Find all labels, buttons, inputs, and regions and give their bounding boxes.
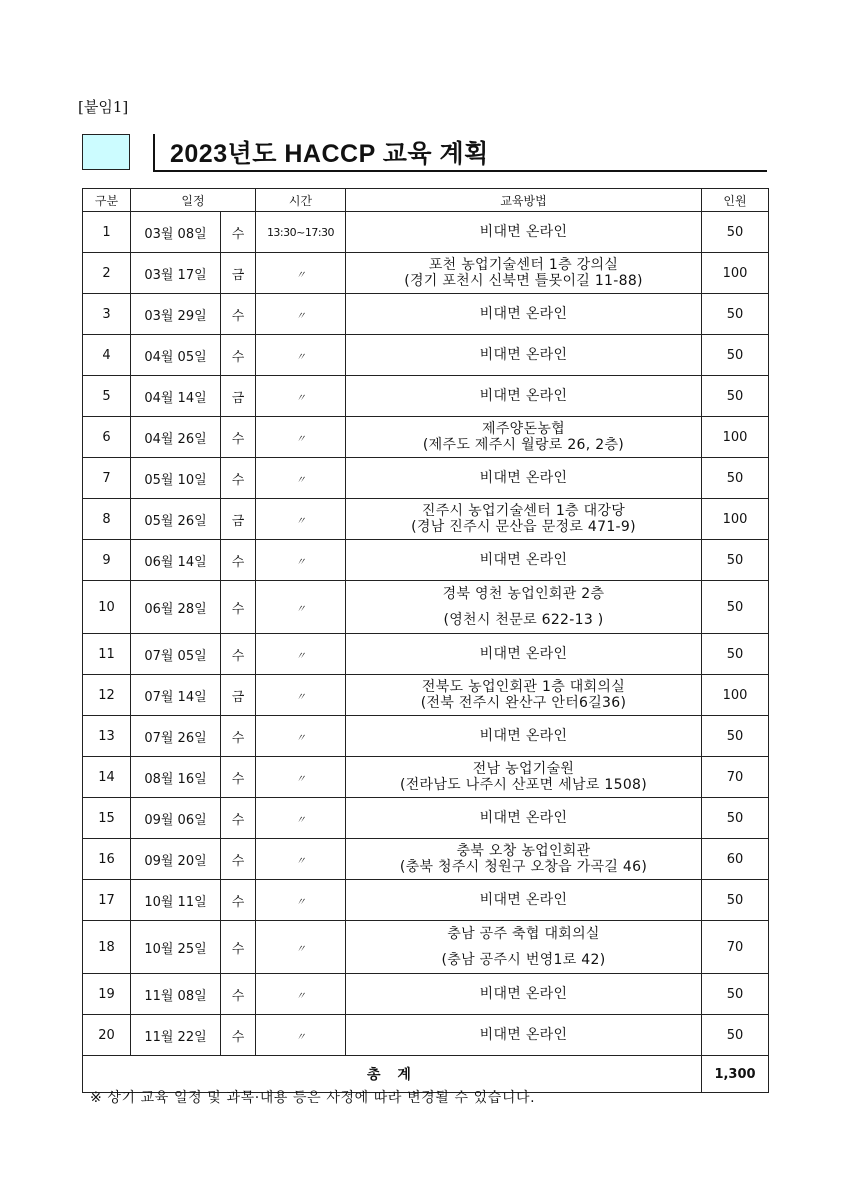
row-method: [346, 798, 702, 839]
row-method: [346, 581, 702, 634]
table-row: [83, 581, 769, 634]
row-method: [346, 675, 702, 716]
row-date: 09월 06일: [131, 798, 221, 839]
row-weekday: 금: [221, 253, 256, 294]
header-schedule: 일정: [131, 189, 256, 212]
method-address: (영천시 천문로 622-13 ): [443, 612, 604, 628]
table-row: [83, 974, 769, 1015]
method-address: (제주도 제주시 월랑로 26, 2층): [422, 437, 625, 453]
table-row: [83, 716, 769, 757]
table-row: [83, 294, 769, 335]
table-row: [83, 757, 769, 798]
header-people: 인원: [702, 189, 769, 212]
row-weekday: 수: [221, 581, 256, 634]
row-weekday: 수: [221, 757, 256, 798]
method-line: 충남 공주 축협 대회의실: [447, 926, 600, 942]
row-time: 〃: [256, 880, 346, 921]
row-date: 10월 11일: [131, 880, 221, 921]
method-line: 비대면 온라인: [479, 646, 568, 662]
row-method: [346, 212, 702, 253]
row-date: 11월 08일: [131, 974, 221, 1015]
row-people: 50: [702, 294, 769, 335]
row-number: 17: [83, 880, 131, 921]
row-method: [346, 880, 702, 921]
row-method: [346, 499, 702, 540]
row-method: [346, 1015, 702, 1056]
page-title: 2023년도 HACCP 교육 계획: [170, 140, 489, 168]
row-method: [346, 974, 702, 1015]
row-weekday: 수: [221, 294, 256, 335]
row-time: 〃: [256, 716, 346, 757]
method-address: (경기 포천시 신북면 틀못이길 11-88): [404, 273, 643, 289]
row-number: 10: [83, 581, 131, 634]
row-time: 〃: [256, 921, 346, 974]
row-time: 13:30~17:30: [256, 212, 346, 253]
row-people: 50: [702, 1015, 769, 1056]
row-date: 05월 10일: [131, 458, 221, 499]
table-header-row: [83, 189, 769, 212]
row-time: 〃: [256, 417, 346, 458]
row-date: 04월 05일: [131, 335, 221, 376]
method-address: (충남 공주시 번영1로 42): [441, 952, 606, 968]
row-weekday: 수: [221, 458, 256, 499]
row-number: 14: [83, 757, 131, 798]
row-number: 12: [83, 675, 131, 716]
row-people: 50: [702, 716, 769, 757]
method-line: 비대면 온라인: [479, 892, 568, 908]
row-people: 70: [702, 921, 769, 974]
row-number: 1: [83, 212, 131, 253]
row-number: 20: [83, 1015, 131, 1056]
row-people: 100: [702, 417, 769, 458]
method-line: 전남 농업기술원: [472, 761, 575, 777]
row-method: [346, 458, 702, 499]
title-separator: [153, 134, 155, 170]
row-number: 8: [83, 499, 131, 540]
row-method: [346, 294, 702, 335]
row-method: [346, 376, 702, 417]
method-address: (충북 청주시 청원구 오창읍 가곡길 46): [399, 859, 648, 875]
row-date: 11월 22일: [131, 1015, 221, 1056]
footnote: ※ 상기 교육 일정 및 과목·내용 등은 사정에 따라 변경될 수 있습니다.: [90, 1090, 536, 1106]
method-address: (경남 진주시 문산읍 문정로 471-9): [411, 519, 636, 535]
row-people: 50: [702, 581, 769, 634]
row-time: 〃: [256, 839, 346, 880]
education-plan-table: [82, 188, 769, 1093]
table-row: [83, 798, 769, 839]
row-date: 03월 17일: [131, 253, 221, 294]
row-weekday: 금: [221, 499, 256, 540]
row-people: 70: [702, 757, 769, 798]
row-weekday: 수: [221, 1015, 256, 1056]
row-date: 07월 05일: [131, 634, 221, 675]
row-people: 50: [702, 458, 769, 499]
row-number: 11: [83, 634, 131, 675]
header-method: 교육방법: [346, 189, 702, 212]
method-line: 비대면 온라인: [479, 347, 568, 363]
row-people: 50: [702, 880, 769, 921]
row-time: 〃: [256, 335, 346, 376]
row-date: 08월 16일: [131, 757, 221, 798]
row-number: 19: [83, 974, 131, 1015]
total-value: 1,300: [702, 1056, 769, 1093]
method-address: (전북 전주시 완산구 안터6길36): [420, 695, 627, 711]
row-weekday: 수: [221, 634, 256, 675]
table-row: [83, 880, 769, 921]
method-line: 경북 영천 농업인회관 2층: [442, 586, 605, 602]
row-people: 50: [702, 974, 769, 1015]
method-line: 비대면 온라인: [479, 470, 568, 486]
method-line: 비대면 온라인: [479, 224, 568, 240]
table-row: [83, 921, 769, 974]
table-row: [83, 376, 769, 417]
header-no: 구분: [83, 189, 131, 212]
row-number: 4: [83, 335, 131, 376]
row-number: 15: [83, 798, 131, 839]
row-time: 〃: [256, 253, 346, 294]
row-date: 09월 20일: [131, 839, 221, 880]
row-number: 7: [83, 458, 131, 499]
row-method: [346, 634, 702, 675]
row-people: 50: [702, 212, 769, 253]
method-line: 충북 오창 농업인회관: [456, 843, 591, 859]
row-date: 10월 25일: [131, 921, 221, 974]
title-bar: [82, 134, 767, 174]
row-number: 16: [83, 839, 131, 880]
row-weekday: 수: [221, 716, 256, 757]
row-weekday: 금: [221, 376, 256, 417]
row-number: 5: [83, 376, 131, 417]
row-method: [346, 253, 702, 294]
row-date: 06월 28일: [131, 581, 221, 634]
title-color-box: [82, 134, 130, 170]
row-method: [346, 757, 702, 798]
row-date: 07월 14일: [131, 675, 221, 716]
total-label: 총 계: [83, 1056, 702, 1093]
row-number: 18: [83, 921, 131, 974]
method-line: 비대면 온라인: [479, 728, 568, 744]
row-number: 6: [83, 417, 131, 458]
row-date: 04월 26일: [131, 417, 221, 458]
row-weekday: 수: [221, 839, 256, 880]
row-time: 〃: [256, 974, 346, 1015]
row-people: 50: [702, 540, 769, 581]
method-line: 비대면 온라인: [479, 986, 568, 1002]
row-method: [346, 540, 702, 581]
row-time: 〃: [256, 376, 346, 417]
row-time: 〃: [256, 499, 346, 540]
row-people: 100: [702, 499, 769, 540]
method-address: (전라남도 나주시 산포면 세남로 1508): [399, 777, 648, 793]
table-row: [83, 1015, 769, 1056]
table-row: [83, 499, 769, 540]
method-line: 비대면 온라인: [479, 306, 568, 322]
row-weekday: 수: [221, 540, 256, 581]
row-number: 9: [83, 540, 131, 581]
method-line: 비대면 온라인: [479, 810, 568, 826]
header-time: 시간: [256, 189, 346, 212]
row-method: [346, 921, 702, 974]
table-row: [83, 417, 769, 458]
row-number: 13: [83, 716, 131, 757]
row-number: 2: [83, 253, 131, 294]
row-date: 03월 29일: [131, 294, 221, 335]
table-row: [83, 212, 769, 253]
row-weekday: 수: [221, 212, 256, 253]
row-time: 〃: [256, 458, 346, 499]
table-row: [83, 540, 769, 581]
table-row: [83, 634, 769, 675]
method-line: 포천 농업기술센터 1층 강의실: [428, 257, 619, 273]
row-time: 〃: [256, 757, 346, 798]
row-date: 06월 14일: [131, 540, 221, 581]
row-time: 〃: [256, 798, 346, 839]
row-method: [346, 839, 702, 880]
row-people: 100: [702, 253, 769, 294]
row-people: 50: [702, 798, 769, 839]
row-people: 50: [702, 335, 769, 376]
row-time: 〃: [256, 581, 346, 634]
row-method: [346, 417, 702, 458]
title-underline: [153, 170, 767, 172]
row-date: 05월 26일: [131, 499, 221, 540]
method-line: 전북도 농업인회관 1층 대회의실: [421, 679, 626, 695]
row-people: 100: [702, 675, 769, 716]
row-weekday: 수: [221, 921, 256, 974]
table-row: [83, 458, 769, 499]
table-row: [83, 335, 769, 376]
row-people: 50: [702, 376, 769, 417]
row-time: 〃: [256, 540, 346, 581]
row-time: 〃: [256, 634, 346, 675]
table-row: [83, 839, 769, 880]
method-line: 제주양돈농협: [482, 421, 565, 437]
row-time: 〃: [256, 1015, 346, 1056]
row-date: 04월 14일: [131, 376, 221, 417]
row-weekday: 금: [221, 675, 256, 716]
row-weekday: 수: [221, 974, 256, 1015]
table-row: [83, 253, 769, 294]
row-method: [346, 335, 702, 376]
row-weekday: 수: [221, 798, 256, 839]
method-line: 비대면 온라인: [479, 1027, 568, 1043]
row-method: [346, 716, 702, 757]
method-line: 진주시 농업기술센터 1층 대강당: [421, 503, 626, 519]
row-time: 〃: [256, 294, 346, 335]
row-weekday: 수: [221, 417, 256, 458]
row-number: 3: [83, 294, 131, 335]
row-date: 03월 08일: [131, 212, 221, 253]
row-time: 〃: [256, 675, 346, 716]
row-weekday: 수: [221, 335, 256, 376]
table-row: [83, 675, 769, 716]
attachment-label: [붙임1]: [78, 98, 129, 116]
row-people: 50: [702, 634, 769, 675]
method-line: 비대면 온라인: [479, 388, 568, 404]
row-weekday: 수: [221, 880, 256, 921]
row-people: 60: [702, 839, 769, 880]
method-line: 비대면 온라인: [479, 552, 568, 568]
row-date: 07월 26일: [131, 716, 221, 757]
